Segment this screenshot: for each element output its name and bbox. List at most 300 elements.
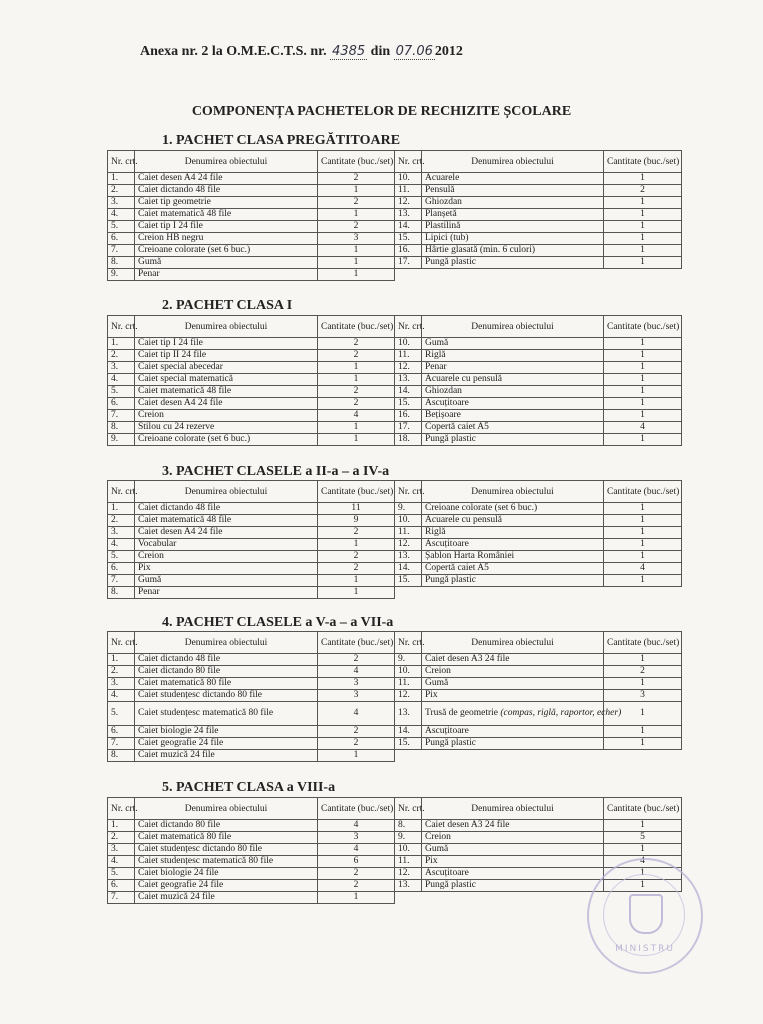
- item-quantity: 3: [604, 690, 682, 702]
- header-nr: Nr. crt.: [108, 632, 135, 654]
- package-table: [107, 480, 682, 599]
- item-number: 7.: [108, 410, 135, 422]
- item-name-detail: (compas, riglă, raportor, echer): [500, 708, 622, 718]
- item-name: Caiet biologie 24 file: [135, 726, 318, 738]
- item-number: 1.: [108, 338, 135, 350]
- item-quantity: 4: [318, 702, 395, 726]
- item-number: 10.: [395, 844, 422, 856]
- item-quantity: 3: [318, 832, 395, 844]
- table-header-row: [108, 316, 682, 338]
- item-number: 2.: [108, 666, 135, 678]
- header-qty: Cantitate (buc./set): [318, 316, 395, 338]
- table-row: [108, 362, 682, 374]
- item-name: Caiet desen A4 24 file: [135, 527, 318, 539]
- item-quantity: 2: [604, 666, 682, 678]
- item-name: Caiet dictando 48 file: [135, 185, 318, 197]
- header-nr: Nr. crt.: [395, 798, 422, 820]
- item-number: 9.: [108, 434, 135, 446]
- table-row: [108, 338, 682, 350]
- item-name: Caiet matematică 48 file: [135, 515, 318, 527]
- item-quantity: 1: [604, 434, 682, 446]
- item-quantity: 3: [318, 233, 395, 245]
- item-number: 10.: [395, 173, 422, 185]
- item-quantity: 1: [318, 185, 395, 197]
- item-quantity: 11: [318, 503, 395, 515]
- table-row: [108, 221, 682, 233]
- item-quantity: 2: [318, 221, 395, 233]
- item-quantity: 1: [604, 654, 682, 666]
- item-number: 11.: [395, 185, 422, 197]
- table-row: [108, 233, 682, 245]
- item-name: Copertă caiet A5: [422, 422, 604, 434]
- item-quantity: 1: [318, 434, 395, 446]
- item-number: 6.: [108, 563, 135, 575]
- item-name: Caiet matematică 80 file: [135, 832, 318, 844]
- table-row: [108, 515, 682, 527]
- package-table: [107, 631, 682, 762]
- item-quantity: 1: [318, 374, 395, 386]
- item-quantity: 1: [318, 750, 395, 762]
- table-row: [108, 386, 682, 398]
- item-number: 13.: [395, 374, 422, 386]
- item-number: 14.: [395, 386, 422, 398]
- table-row: [108, 832, 682, 844]
- item-name: Hârtie glasată (min. 6 culori): [422, 245, 604, 257]
- item-number: 16.: [395, 410, 422, 422]
- item-number: 8.: [108, 422, 135, 434]
- item-number: 12.: [395, 362, 422, 374]
- annex-prefix: Anexa nr. 2 la O.M.E.C.T.S. nr.: [140, 44, 327, 59]
- item-quantity: 2: [318, 654, 395, 666]
- item-quantity: 1: [604, 575, 682, 587]
- item-name: Caiet desen A4 24 file: [135, 173, 318, 185]
- item-number: 9.: [108, 269, 135, 281]
- item-quantity: 1: [604, 880, 682, 892]
- item-name: Caiet special matematică: [135, 374, 318, 386]
- table-header-row: [108, 151, 682, 173]
- table-row: [108, 209, 682, 221]
- item-number: 9.: [395, 832, 422, 844]
- item-quantity: 1: [318, 539, 395, 551]
- item-number: 9.: [395, 503, 422, 515]
- item-number: 11.: [395, 527, 422, 539]
- handwritten-order-number: 4385: [332, 44, 366, 59]
- item-quantity: 1: [318, 245, 395, 257]
- item-number: 12.: [395, 868, 422, 880]
- item-quantity: 4: [604, 422, 682, 434]
- item-quantity: 2: [318, 386, 395, 398]
- item-number: 4.: [108, 374, 135, 386]
- table-header-row: [108, 798, 682, 820]
- item-number: 13.: [395, 551, 422, 563]
- item-quantity: 2: [318, 350, 395, 362]
- header-name: Denumirea obiectului: [135, 798, 318, 820]
- item-number: 6.: [108, 726, 135, 738]
- item-quantity: 9: [318, 515, 395, 527]
- item-number: 12.: [395, 197, 422, 209]
- item-number: 1.: [108, 173, 135, 185]
- item-number: 7.: [108, 892, 135, 904]
- item-quantity: 1: [604, 245, 682, 257]
- item-quantity: 2: [604, 185, 682, 197]
- item-quantity: 2: [318, 527, 395, 539]
- table-row: [108, 702, 682, 726]
- item-name: Caiet biologie 24 file: [135, 868, 318, 880]
- item-number: 17.: [395, 257, 422, 269]
- item-name: Creioane colorate (set 6 buc.): [135, 434, 318, 446]
- item-quantity: 1: [318, 575, 395, 587]
- item-name: Caiet geografie 24 file: [135, 880, 318, 892]
- item-number: 2.: [108, 350, 135, 362]
- item-quantity: 1: [318, 269, 395, 281]
- table-row: [108, 654, 682, 666]
- item-name: Caiet dictando 80 file: [135, 820, 318, 832]
- item-number: 5.: [108, 702, 135, 726]
- item-name: Șablon Harta României: [422, 551, 604, 563]
- package-title: 2. PACHET CLASA I: [162, 298, 293, 313]
- item-name: Pungă plastic: [422, 738, 604, 750]
- stamp-text: MINISTRU: [615, 944, 675, 954]
- item-quantity: 1: [604, 551, 682, 563]
- table-row: [108, 410, 682, 422]
- item-number: 2.: [108, 515, 135, 527]
- item-quantity: 6: [318, 856, 395, 868]
- item-name: Caiet tip II 24 file: [135, 350, 318, 362]
- item-name: Caiet studențesc matematică 80 file: [135, 702, 318, 726]
- item-name: Gumă: [135, 257, 318, 269]
- item-quantity: 2: [318, 563, 395, 575]
- item-quantity: 5: [604, 832, 682, 844]
- item-quantity: 1: [604, 702, 682, 726]
- item-number: 8.: [395, 820, 422, 832]
- ministry-stamp-icon: [587, 858, 703, 974]
- table-row: [108, 868, 682, 880]
- item-quantity: 1: [604, 233, 682, 245]
- header-name: Denumirea obiectului: [135, 151, 318, 173]
- item-number: 8.: [108, 750, 135, 762]
- table-row: [108, 527, 682, 539]
- item-name: Caiet tip I 24 file: [135, 338, 318, 350]
- item-name: Caiet tip geometrie: [135, 197, 318, 209]
- item-name: Pungă plastic: [422, 575, 604, 587]
- header-nr: Nr. crt.: [395, 316, 422, 338]
- item-number: 1.: [108, 820, 135, 832]
- item-name: Planșetă: [422, 209, 604, 221]
- header-nr: Nr. crt.: [108, 798, 135, 820]
- header-qty: Cantitate (buc./set): [604, 632, 682, 654]
- item-quantity: 2: [318, 738, 395, 750]
- item-quantity: 1: [604, 362, 682, 374]
- item-quantity: 4: [318, 666, 395, 678]
- header-qty: Cantitate (buc./set): [604, 481, 682, 503]
- item-quantity: 4: [604, 856, 682, 868]
- item-quantity: 2: [318, 726, 395, 738]
- item-number: 14.: [395, 563, 422, 575]
- item-quantity: 1: [604, 338, 682, 350]
- item-quantity: 1: [604, 257, 682, 269]
- empty-cell: [395, 750, 682, 762]
- item-number: 12.: [395, 690, 422, 702]
- header-qty: Cantitate (buc./set): [604, 151, 682, 173]
- annex-date-label: din: [370, 44, 391, 59]
- item-name-cell: [422, 702, 622, 726]
- item-name: Caiet special abecedar: [135, 362, 318, 374]
- header-nr: Nr. crt.: [108, 151, 135, 173]
- item-number: 18.: [395, 434, 422, 446]
- table-row: [108, 844, 682, 856]
- package-table: [107, 150, 682, 281]
- item-name: Creion: [135, 410, 318, 422]
- package-title: 1. PACHET CLASA PREGĂTITOARE: [162, 133, 401, 148]
- annex-header: [140, 44, 463, 60]
- item-quantity: 1: [604, 515, 682, 527]
- item-quantity: 1: [604, 350, 682, 362]
- table-row: [108, 539, 682, 551]
- table-row: [108, 856, 682, 868]
- package-title: 5. PACHET CLASA a VIII-a: [162, 780, 336, 795]
- document-title: COMPONENȚA PACHETELOR DE RECHIZITE ȘCOLARE: [191, 104, 572, 119]
- item-quantity: 1: [604, 844, 682, 856]
- item-quantity: 1: [604, 539, 682, 551]
- header-name: Denumirea obiectului: [422, 481, 604, 503]
- item-name: Caiet dictando 80 file: [135, 666, 318, 678]
- item-quantity: 1: [318, 892, 395, 904]
- table-row: [108, 269, 682, 281]
- item-number: 5.: [108, 221, 135, 233]
- table-row: [108, 820, 682, 832]
- item-quantity: 2: [318, 338, 395, 350]
- table-row: [108, 245, 682, 257]
- item-number: 13.: [395, 702, 422, 726]
- item-number: 15.: [395, 233, 422, 245]
- item-name: Gumă: [135, 575, 318, 587]
- item-quantity: 1: [604, 221, 682, 233]
- item-name: Acuarele cu pensulă: [422, 374, 604, 386]
- header-qty: Cantitate (buc./set): [318, 481, 395, 503]
- item-name: Caiet desen A3 24 file: [422, 820, 604, 832]
- item-number: 16.: [395, 245, 422, 257]
- item-quantity: 4: [604, 563, 682, 575]
- item-name: Pix: [135, 563, 318, 575]
- item-quantity: 1: [604, 386, 682, 398]
- item-quantity: 1: [604, 738, 682, 750]
- item-number: 7.: [108, 245, 135, 257]
- item-number: 15.: [395, 398, 422, 410]
- table-row: [108, 750, 682, 762]
- item-name: Caiet muzică 24 file: [135, 892, 318, 904]
- header-name: Denumirea obiectului: [422, 151, 604, 173]
- header-name: Denumirea obiectului: [135, 632, 318, 654]
- header-qty: Cantitate (buc./set): [318, 632, 395, 654]
- table-row: [108, 374, 682, 386]
- item-name: Caiet studențesc matematică 80 file: [135, 856, 318, 868]
- item-name: Copertă caiet A5: [422, 563, 604, 575]
- item-number: 14.: [395, 221, 422, 233]
- item-name: Caiet dictando 48 file: [135, 654, 318, 666]
- item-quantity: 1: [604, 197, 682, 209]
- header-qty: Cantitate (buc./set): [318, 798, 395, 820]
- item-name: Stilou cu 24 rezerve: [135, 422, 318, 434]
- item-name: Caiet studențesc dictando 80 file: [135, 844, 318, 856]
- item-name: Creion: [422, 666, 604, 678]
- item-number: 2.: [108, 832, 135, 844]
- header-name: Denumirea obiectului: [135, 316, 318, 338]
- table-row: [108, 398, 682, 410]
- item-number: 10.: [395, 515, 422, 527]
- item-number: 12.: [395, 539, 422, 551]
- package-table: [107, 315, 682, 446]
- item-quantity: 3: [318, 690, 395, 702]
- header-nr: Nr. crt.: [395, 151, 422, 173]
- item-quantity: 1: [604, 410, 682, 422]
- header-nr: Nr. crt.: [108, 481, 135, 503]
- item-number: 11.: [395, 856, 422, 868]
- item-name: Ascuțitoare: [422, 398, 604, 410]
- header-nr: Nr. crt.: [108, 316, 135, 338]
- item-name: Gumă: [422, 678, 604, 690]
- item-name: Plastilină: [422, 221, 604, 233]
- handwritten-date: 07.06: [395, 44, 433, 59]
- item-quantity: 2: [318, 551, 395, 563]
- table-row: [108, 185, 682, 197]
- item-name: Penar: [422, 362, 604, 374]
- header-qty: Cantitate (buc./set): [318, 151, 395, 173]
- item-name: Caiet desen A4 24 file: [135, 398, 318, 410]
- item-quantity: 1: [318, 587, 395, 599]
- item-number: 3.: [108, 362, 135, 374]
- item-quantity: 1: [318, 422, 395, 434]
- item-name: Riglă: [422, 350, 604, 362]
- item-number: 9.: [395, 654, 422, 666]
- header-qty: Cantitate (buc./set): [604, 798, 682, 820]
- item-number: 3.: [108, 844, 135, 856]
- item-number: 11.: [395, 350, 422, 362]
- item-quantity: 1: [604, 503, 682, 515]
- item-quantity: 4: [318, 844, 395, 856]
- table-row: [108, 350, 682, 362]
- item-name: Caiet geografie 24 file: [135, 738, 318, 750]
- item-name: Penar: [135, 269, 318, 281]
- header-qty: Cantitate (buc./set): [604, 316, 682, 338]
- item-quantity: 1: [604, 726, 682, 738]
- item-number: 14.: [395, 726, 422, 738]
- item-name: Caiet matematică 80 file: [135, 678, 318, 690]
- item-number: 6.: [108, 233, 135, 245]
- item-number: 4.: [108, 856, 135, 868]
- item-number: 8.: [108, 587, 135, 599]
- item-quantity: 1: [604, 820, 682, 832]
- item-name: Pix: [422, 690, 604, 702]
- item-quantity: 1: [604, 209, 682, 221]
- item-name: Creion: [422, 832, 604, 844]
- item-number: 7.: [108, 575, 135, 587]
- item-name: Pensulă: [422, 185, 604, 197]
- item-name: Pix: [422, 856, 604, 868]
- item-quantity: 2: [318, 197, 395, 209]
- item-quantity: 3: [318, 678, 395, 690]
- item-number: 7.: [108, 738, 135, 750]
- item-quantity: 4: [318, 820, 395, 832]
- item-name: Caiet desen A3 24 file: [422, 654, 604, 666]
- item-number: 11.: [395, 678, 422, 690]
- item-quantity: 1: [604, 173, 682, 185]
- item-name: Riglă: [422, 527, 604, 539]
- item-number: 15.: [395, 575, 422, 587]
- item-number: 1.: [108, 654, 135, 666]
- item-name: Caiet tip I 24 file: [135, 221, 318, 233]
- table-row: [108, 197, 682, 209]
- package-title: 4. PACHET CLASELE a V-a – a VII-a: [162, 615, 394, 630]
- item-number: 6.: [108, 398, 135, 410]
- item-quantity: 2: [318, 868, 395, 880]
- item-name: Caiet studențesc dictando 80 file: [135, 690, 318, 702]
- item-name: Gumă: [422, 338, 604, 350]
- item-number: 4.: [108, 209, 135, 221]
- item-quantity: 1: [318, 362, 395, 374]
- item-name: Vocabular: [135, 539, 318, 551]
- header-name: Denumirea obiectului: [422, 798, 604, 820]
- item-name: Creion HB negru: [135, 233, 318, 245]
- item-name: Bețișoare: [422, 410, 604, 422]
- header-nr: Nr. crt.: [395, 481, 422, 503]
- item-name: Acuarele cu pensulă: [422, 515, 604, 527]
- item-quantity: 1: [604, 868, 682, 880]
- item-quantity: 2: [318, 173, 395, 185]
- table-row: [108, 503, 682, 515]
- table-row: [108, 575, 682, 587]
- item-quantity: 1: [604, 374, 682, 386]
- item-name: Ascuțitoare: [422, 539, 604, 551]
- item-number: 3.: [108, 678, 135, 690]
- item-name: Trusă de geometrie: [425, 708, 498, 718]
- table-row: [108, 563, 682, 575]
- item-quantity: 2: [318, 398, 395, 410]
- item-quantity: 1: [318, 257, 395, 269]
- item-number: 5.: [108, 551, 135, 563]
- item-number: 17.: [395, 422, 422, 434]
- item-name: Acuarele: [422, 173, 604, 185]
- item-name: Creioane colorate (set 6 buc.): [135, 245, 318, 257]
- empty-cell: [395, 587, 682, 599]
- item-name: Caiet dictando 48 file: [135, 503, 318, 515]
- item-name: Creion: [135, 551, 318, 563]
- table-row: [108, 551, 682, 563]
- item-name: Penar: [135, 587, 318, 599]
- item-number: 6.: [108, 880, 135, 892]
- item-name: Caiet matematică 48 file: [135, 386, 318, 398]
- item-quantity: 1: [604, 678, 682, 690]
- item-number: 4.: [108, 690, 135, 702]
- table-row: [108, 690, 682, 702]
- table-header-row: [108, 481, 682, 503]
- item-name: Creioane colorate (set 6 buc.): [422, 503, 604, 515]
- table-row: [108, 434, 682, 446]
- item-number: 10.: [395, 666, 422, 678]
- table-row: [108, 726, 682, 738]
- item-name: Ghiozdan: [422, 386, 604, 398]
- table-header-row: [108, 632, 682, 654]
- item-number: 3.: [108, 527, 135, 539]
- item-name: Lipici (tub): [422, 233, 604, 245]
- item-name: Gumă: [422, 844, 604, 856]
- item-number: 8.: [108, 257, 135, 269]
- item-name: Ascuțitoare: [422, 726, 604, 738]
- annex-year: 2012: [434, 44, 463, 59]
- table-row: [108, 666, 682, 678]
- package-title: 3. PACHET CLASELE a II-a – a IV-a: [162, 464, 390, 479]
- table-row: [108, 422, 682, 434]
- item-quantity: 4: [318, 410, 395, 422]
